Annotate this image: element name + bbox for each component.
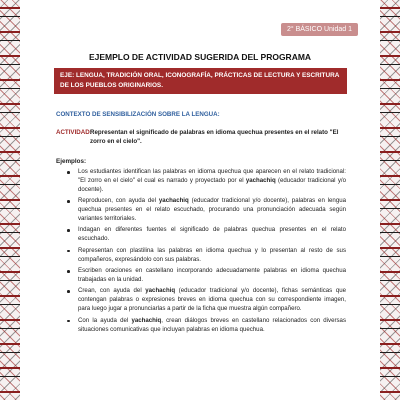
bullet-icon — [67, 320, 70, 323]
activity-label: ACTIVIDAD: — [56, 129, 92, 136]
examples-list — [56, 168, 346, 337]
activity-description: Representan el significado de palabras en idioma quechua presentes en el relato "El zorro en el cielo". — [90, 129, 339, 145]
example-item: Los estudiantes identifican las palabras en idioma quechua que aparecen en el relato tradicional: "El zorro en el cielo" el cual es narrado y proyectado por el yachachiq (educador tradicional y/o docente). — [56, 168, 346, 195]
bullet-icon — [67, 229, 70, 232]
bullet-icon — [67, 250, 70, 253]
examples-heading: Ejemplos: — [56, 158, 87, 165]
bullet-icon — [67, 171, 70, 174]
bullet-icon — [67, 270, 70, 273]
eje-banner: EJE: LENGUA, TRADICIÓN ORAL, ICONOGRAFÍA, PRÁCTICAS DE LECTURA Y ESCRITURA DE LOS PUEBLOS ORIGINARIOS. — [54, 68, 347, 94]
bullet-icon — [67, 290, 70, 293]
context-heading: CONTEXTO DE SENSIBILIZACIÓN SOBRE LA LENGUA: — [56, 111, 220, 118]
bullet-icon — [67, 200, 70, 203]
grade-unit-badge: 2° BÁSICO Unidad 1 — [281, 23, 358, 36]
page-title: EJEMPLO DE ACTIVIDAD SUGERIDA DEL PROGRAMA — [88, 52, 312, 62]
example-item: Indagan en diferentes fuentes el significado de palabras quechua presentes en el relato escuchado. — [56, 226, 346, 244]
example-item: Representan con plastilina las palabras en idioma quechua y lo presentan al resto de sus compañeros, expresándolo con sus palabras. — [56, 247, 346, 265]
example-item: Crean, con ayuda del yachachiq (educador tradicional y/o docente), fichas semánticas que contengan palabras o expresiones breves en idioma quechua con su correspondiente imagen, para luego jugar a pronunciarlas a partir de la ficha que muestra algún compañero. — [56, 287, 346, 314]
example-item: Con la ayuda del yachachiq, crean diálogos breves en castellano relacionados con diversas situaciones comunicativas que incluyan palabras en idioma quechua. — [56, 317, 346, 335]
example-item: Reproducen, con ayuda del yachachiq (educador tradicional y/o docente), palabras en lengua quechua presentes en el relato escuchado, procurando una pronunciación adecuada según variantes territoriales. — [56, 197, 346, 224]
example-item: Escriben oraciones en castellano incorporando adecuadamente palabras en idioma quechua trabajadas en la unidad. — [56, 267, 346, 285]
